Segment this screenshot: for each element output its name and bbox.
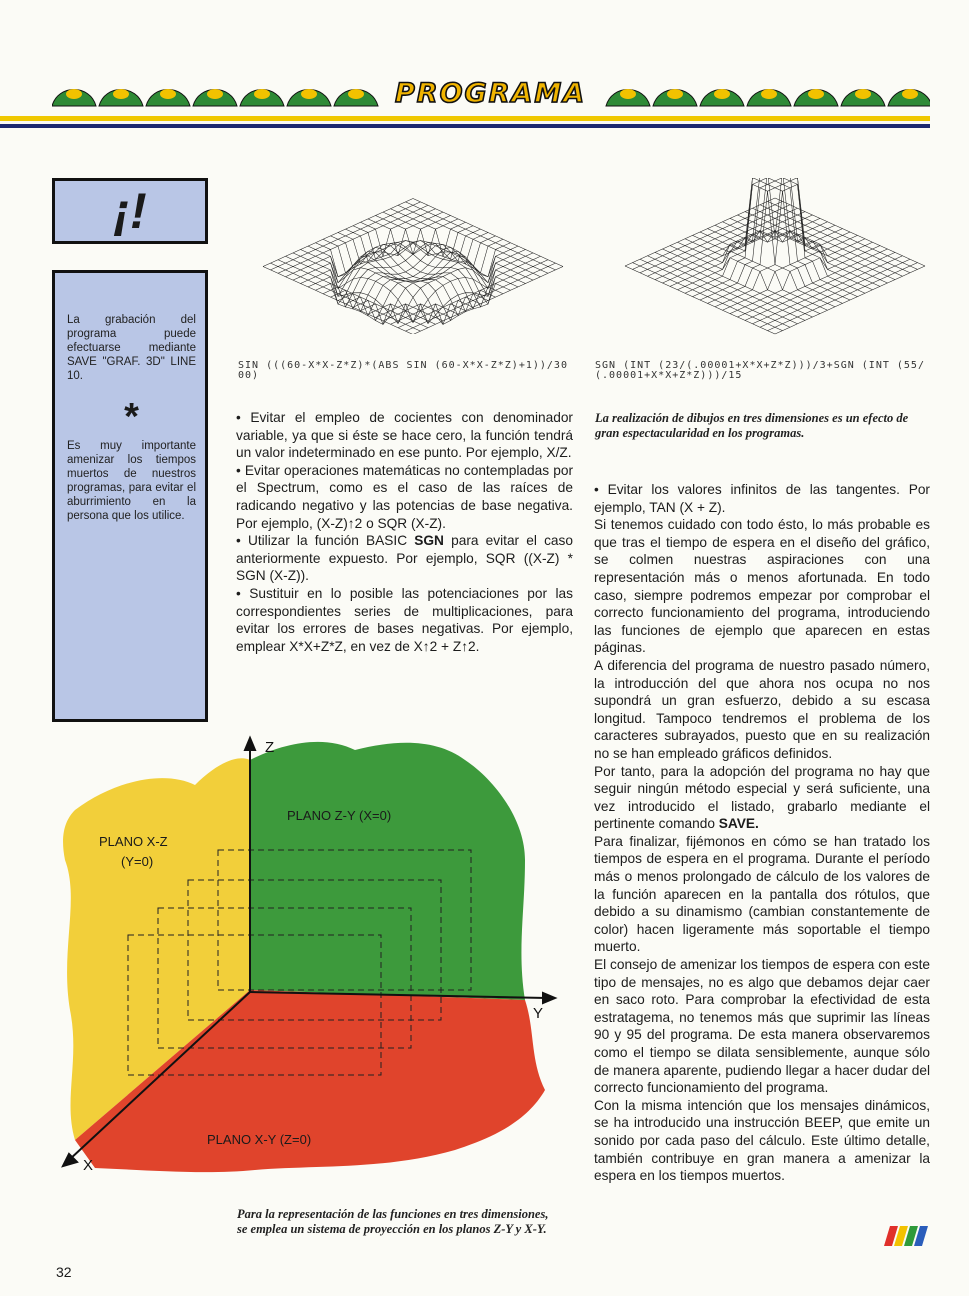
decorative-bump-highlight xyxy=(254,89,270,99)
asterisk-icon: * xyxy=(124,396,139,438)
body-paragraph: Si tenemos cuidado con todo ésto, lo más probable es que tras el tiempo de espera en el diseño del gráfico, se colmen nuestras aspiraciones con una representación más o menos afortunada. En todo caso, siempre podremos empezar por comprobar el correcto funcionamiento del programa, introduciendo las funciones de ejemplo que aparecen en estas páginas. xyxy=(594,517,930,656)
wireframe-line xyxy=(633,263,783,331)
tip-paragraph: • Evitar el empleo de cocientes con denominador variable, ya que si éste se hace cero, la función tendrá un valor indeterminado en ese punto. Por ejemplo, X/Z. xyxy=(236,410,573,461)
decorative-bump-highlight xyxy=(620,89,636,99)
decorative-bump-highlight xyxy=(66,89,82,99)
wireframe-line xyxy=(708,178,858,297)
decorative-bump-highlight xyxy=(761,89,777,99)
wireframe-line xyxy=(338,233,488,312)
rainbow-stripes-logo-icon xyxy=(884,1226,930,1246)
decorative-bump-highlight xyxy=(301,89,317,99)
decorative-bump-highlight xyxy=(855,89,871,99)
decorative-bumps-left xyxy=(52,89,378,106)
sidebar-note-save: La grabación del programa puede efectuarse mediante SAVE "GRAF. 3D" LINE 10. xyxy=(67,314,196,382)
wireframe-line xyxy=(685,184,835,306)
right-column-text xyxy=(594,481,930,1185)
decorative-bump-highlight xyxy=(667,89,683,99)
body-paragraph: A diferencia del programa de nuestro pasado número, la introducción del que ahora nos ocupa no nos supondrá un gran esfuerzo, debido a su escasa longitud. Tampoco tendremos el problema de los caracteres subrayados, puesto que en su realización no se han empleado gráficos definidos. xyxy=(594,657,930,761)
wireframe-line xyxy=(271,263,421,331)
projection-planes-diagram xyxy=(55,730,570,1180)
tip-paragraph: • Utilizar la función BASIC SGN para evitar el caso anteriormente expuesto. Por ejemplo, SQR ((X-Z) * SGN (X-Z)). xyxy=(236,533,573,584)
wireframe-line xyxy=(368,219,518,296)
decorative-bump-highlight xyxy=(902,89,918,99)
page-number: 32 xyxy=(56,1264,72,1280)
middle-column-text xyxy=(236,409,573,655)
wireframe-line xyxy=(346,229,496,309)
decorative-bumps-right xyxy=(606,89,930,106)
sidebar-notes xyxy=(52,270,208,722)
axis-label-z: Z xyxy=(265,739,275,756)
wireframe-line xyxy=(775,266,925,334)
wireframe-line xyxy=(406,263,556,331)
wireframe-line xyxy=(648,256,798,324)
body-paragraph: • Evitar los valores infinitos de las tangentes. Por ejemplo, TAN (X + Z). xyxy=(594,482,930,515)
header-rule-blue xyxy=(0,124,930,128)
decorative-bump-highlight xyxy=(113,89,129,99)
screens-caption: La realización de dibujos en tres dimensiones es un efecto de gran espectacularidad en los programas. xyxy=(595,411,909,440)
diagram-caption: Para la representación de las funciones en tres dimensiones, se emplea un sistema de proyección en los planos Z-Y y X-Y. xyxy=(237,1207,549,1236)
axis-label-y: Y xyxy=(533,1005,544,1022)
body-paragraph: Para finalizar, fijémonos en cómo se han tratado los tiempos de espera en el programa. Durante el período más o menos prolongado de cálculo de los valores de la función aparecen en la pantalla dos rótulos, que debido a su dinamismo (cambian constantemente de color) hacen ligeramente más soportable el tiempo muerto. xyxy=(594,833,930,955)
wireframe-line xyxy=(368,246,518,323)
function-plot-right xyxy=(610,178,940,338)
wireframe-line xyxy=(308,219,458,296)
section-title: PROGRAMA xyxy=(395,78,587,109)
plane-zy-label: PLANO Z-Y (X=0) xyxy=(287,808,392,823)
arrow-y-icon xyxy=(543,993,555,1003)
function-plot-left xyxy=(248,184,578,334)
arrow-z-icon xyxy=(245,738,255,750)
wireframe-line xyxy=(316,222,466,304)
wireframe-line xyxy=(361,222,511,304)
body-paragraph: El consejo de amenizar los tiempos de espera con este tipo de mensajes, no es algo que debamos dejar caer en saco roto. Para comprobar la efectividad de esta estratagema, no tenemos más que suprimir las líneas 90 y 95 del programa. De esta manera observaremos como el tiempo se dilata sensiblemente, aunque sólo de manera aparente, pudiendo llegar a hacer dudar del correcto funcionamiento del programa. xyxy=(594,957,930,1096)
wireframe-line xyxy=(338,233,488,312)
wireframe-line xyxy=(640,259,790,327)
tip-paragraph: • Evitar operaciones matemáticas no contempladas por el Spectrum, como es el caso de las raíces de radicando negativo y las potencias de base negativa. Por ejemplo, (X-Z)↑2 o SQR (X-Z). xyxy=(236,462,573,531)
sidebar-heading: ¡! xyxy=(52,178,208,244)
wireframe-line xyxy=(361,243,511,325)
body-paragraph: Por tanto, para la adopción del programa no hay que seguir ningún método especial y será suficiente, una vez introducido el listado, grabarlo mediante el pertinente comando SAVE. xyxy=(594,763,930,832)
plane-zy-green xyxy=(250,742,525,1000)
tip-paragraph: • Sustituir en lo posible las potenciaciones por las correspondientes series de multiplicaciones, para evitar los errores de bases negativas. Por ejemplo, emplear X*X+Z*Z, en vez de X↑2 + Z↑2. xyxy=(236,585,573,654)
plane-xz-label: PLANO X-Z xyxy=(99,834,168,849)
decorative-bump-highlight xyxy=(714,89,730,99)
wireframe-line xyxy=(693,178,843,297)
wireframe-line xyxy=(308,246,458,323)
wireframe-line xyxy=(625,266,775,334)
wireframe-line xyxy=(693,178,843,303)
header-rule-yellow xyxy=(0,116,930,121)
sidebar-note-tip: Es muy importante amenizar los tiempos muertos de nuestros programas, para evitar el aburrimiento en la persona que los utilice. xyxy=(67,440,196,522)
decorative-bump-highlight xyxy=(207,89,223,99)
function-code-left: SIN (((60-X*X-Z*Z)*(ABS SIN (60-X*X-Z*Z)+1))/3000) xyxy=(238,360,568,381)
wireframe-line xyxy=(715,184,865,306)
decorative-bump-highlight xyxy=(348,89,364,99)
plane-xz-sublabel: (Y=0) xyxy=(121,854,154,869)
wireframe-line xyxy=(768,263,918,331)
wireframe-line xyxy=(316,243,466,325)
wireframe-line xyxy=(286,256,436,324)
plane-xy-label: PLANO X-Y (Z=0) xyxy=(207,1132,312,1147)
wireframe-line xyxy=(331,229,481,309)
axis-label-x: X xyxy=(83,1157,94,1174)
body-paragraph: Con la misma intención que los mensajes dinámicos, se ha introducido una instrucción BEEP, que emite un sonido por cada paso del cálculo. Este último detalle, también contribuye en gran manera a amenizar la espera en los tiempos muertos. xyxy=(594,1097,930,1184)
wireframe-line xyxy=(708,178,858,303)
wireframe-line xyxy=(760,259,910,327)
decorative-bump-highlight xyxy=(160,89,176,99)
function-code-right: SGN (INT (23/(.00001+X*X+Z*Z)))/3+SGN (INT (55/(.00001+X*X+Z*Z)))/15 xyxy=(595,360,925,381)
decorative-bump-highlight xyxy=(808,89,824,99)
